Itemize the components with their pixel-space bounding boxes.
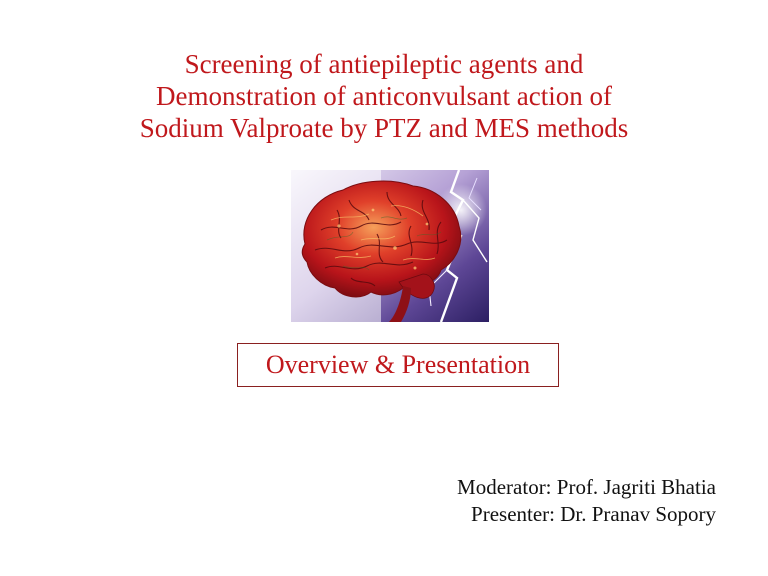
subtitle-text: Overview & Presentation [265, 350, 531, 379]
slide-title [60, 48, 708, 144]
presenter-line: Presenter: Dr. Pranav Sopory [471, 502, 716, 526]
title-line-1: Screening of antiepileptic agents and [184, 49, 584, 79]
moderator-line: Moderator: Prof. Jagriti Bhatia [457, 475, 716, 499]
title-line-3: Sodium Valproate by PTZ and MES methods [139, 113, 629, 143]
subtitle-box [237, 343, 559, 387]
brain-with-lightning-image [291, 170, 489, 322]
title-line-2: Demonstration of anticonvulsant action of [156, 81, 612, 111]
credits [457, 474, 716, 528]
